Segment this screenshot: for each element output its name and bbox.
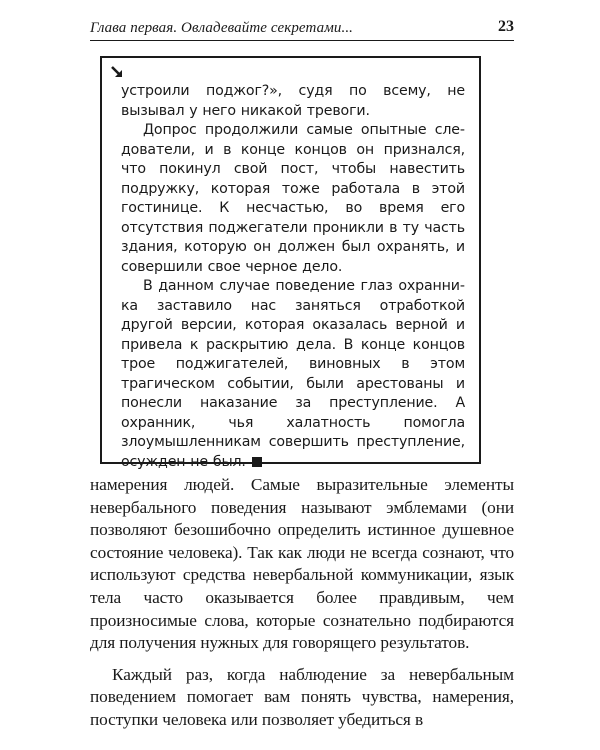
- box-text: [121, 82, 465, 472]
- box-paragraph-text: В данном случае поведение глаз охранника заставило нас заняться отработкой другой версии, которая оказалась верной и привела к раскрытию дела. В конце концов трое поджигателей, виновных в этом трагическом событии, были арестованы и понесли наказание за преступление. А охранник, чья халатность помогла злоумышленникам совершить преступление, осужден не был.: [121, 278, 465, 470]
- box-paragraph-last: [121, 277, 465, 472]
- body-paragraph: Каждый раз, когда наблюдение за невербальным поведением помогает вам понять чувства, намерения, поступки человека или позволяет убедиться в: [90, 664, 514, 729]
- end-of-box-square-icon: [252, 457, 262, 467]
- sidebar-box: [100, 56, 481, 470]
- arrow-down-right-icon: [110, 65, 124, 79]
- box-paragraph: Допрос продолжили самые опытные следователи, и в конце концов он признался, что покинул свой пост, чтобы навестить подружку, которая тоже работала в этой гостинице. К несчастью, во время его отсутствия поджегатели проникли в ту часть здания, которую он должен был охранять, и совершили свое черное дело.: [121, 122, 465, 275]
- running-title: Глава первая. Овладевайте секретами...: [90, 20, 354, 36]
- box-paragraph: устроили поджог?», судя по всему, не вызывал у него никакой тревоги.: [121, 83, 465, 119]
- running-head: [90, 18, 514, 41]
- body-paragraph: намерения людей. Самые выразительные элементы невербального поведения называют эмблемами (они позволяют безошибочно определить истинное душевное состояние человека). Так как люди не всегда сознают, что используют средства невербальной коммуникации, язык тела часто оказывается более правдивым, чем произносимые слова, которые сознательно подбираются для получения нужных для говорящего результатов.: [90, 475, 514, 653]
- body-text: [90, 474, 514, 732]
- page-number: 23: [498, 18, 514, 35]
